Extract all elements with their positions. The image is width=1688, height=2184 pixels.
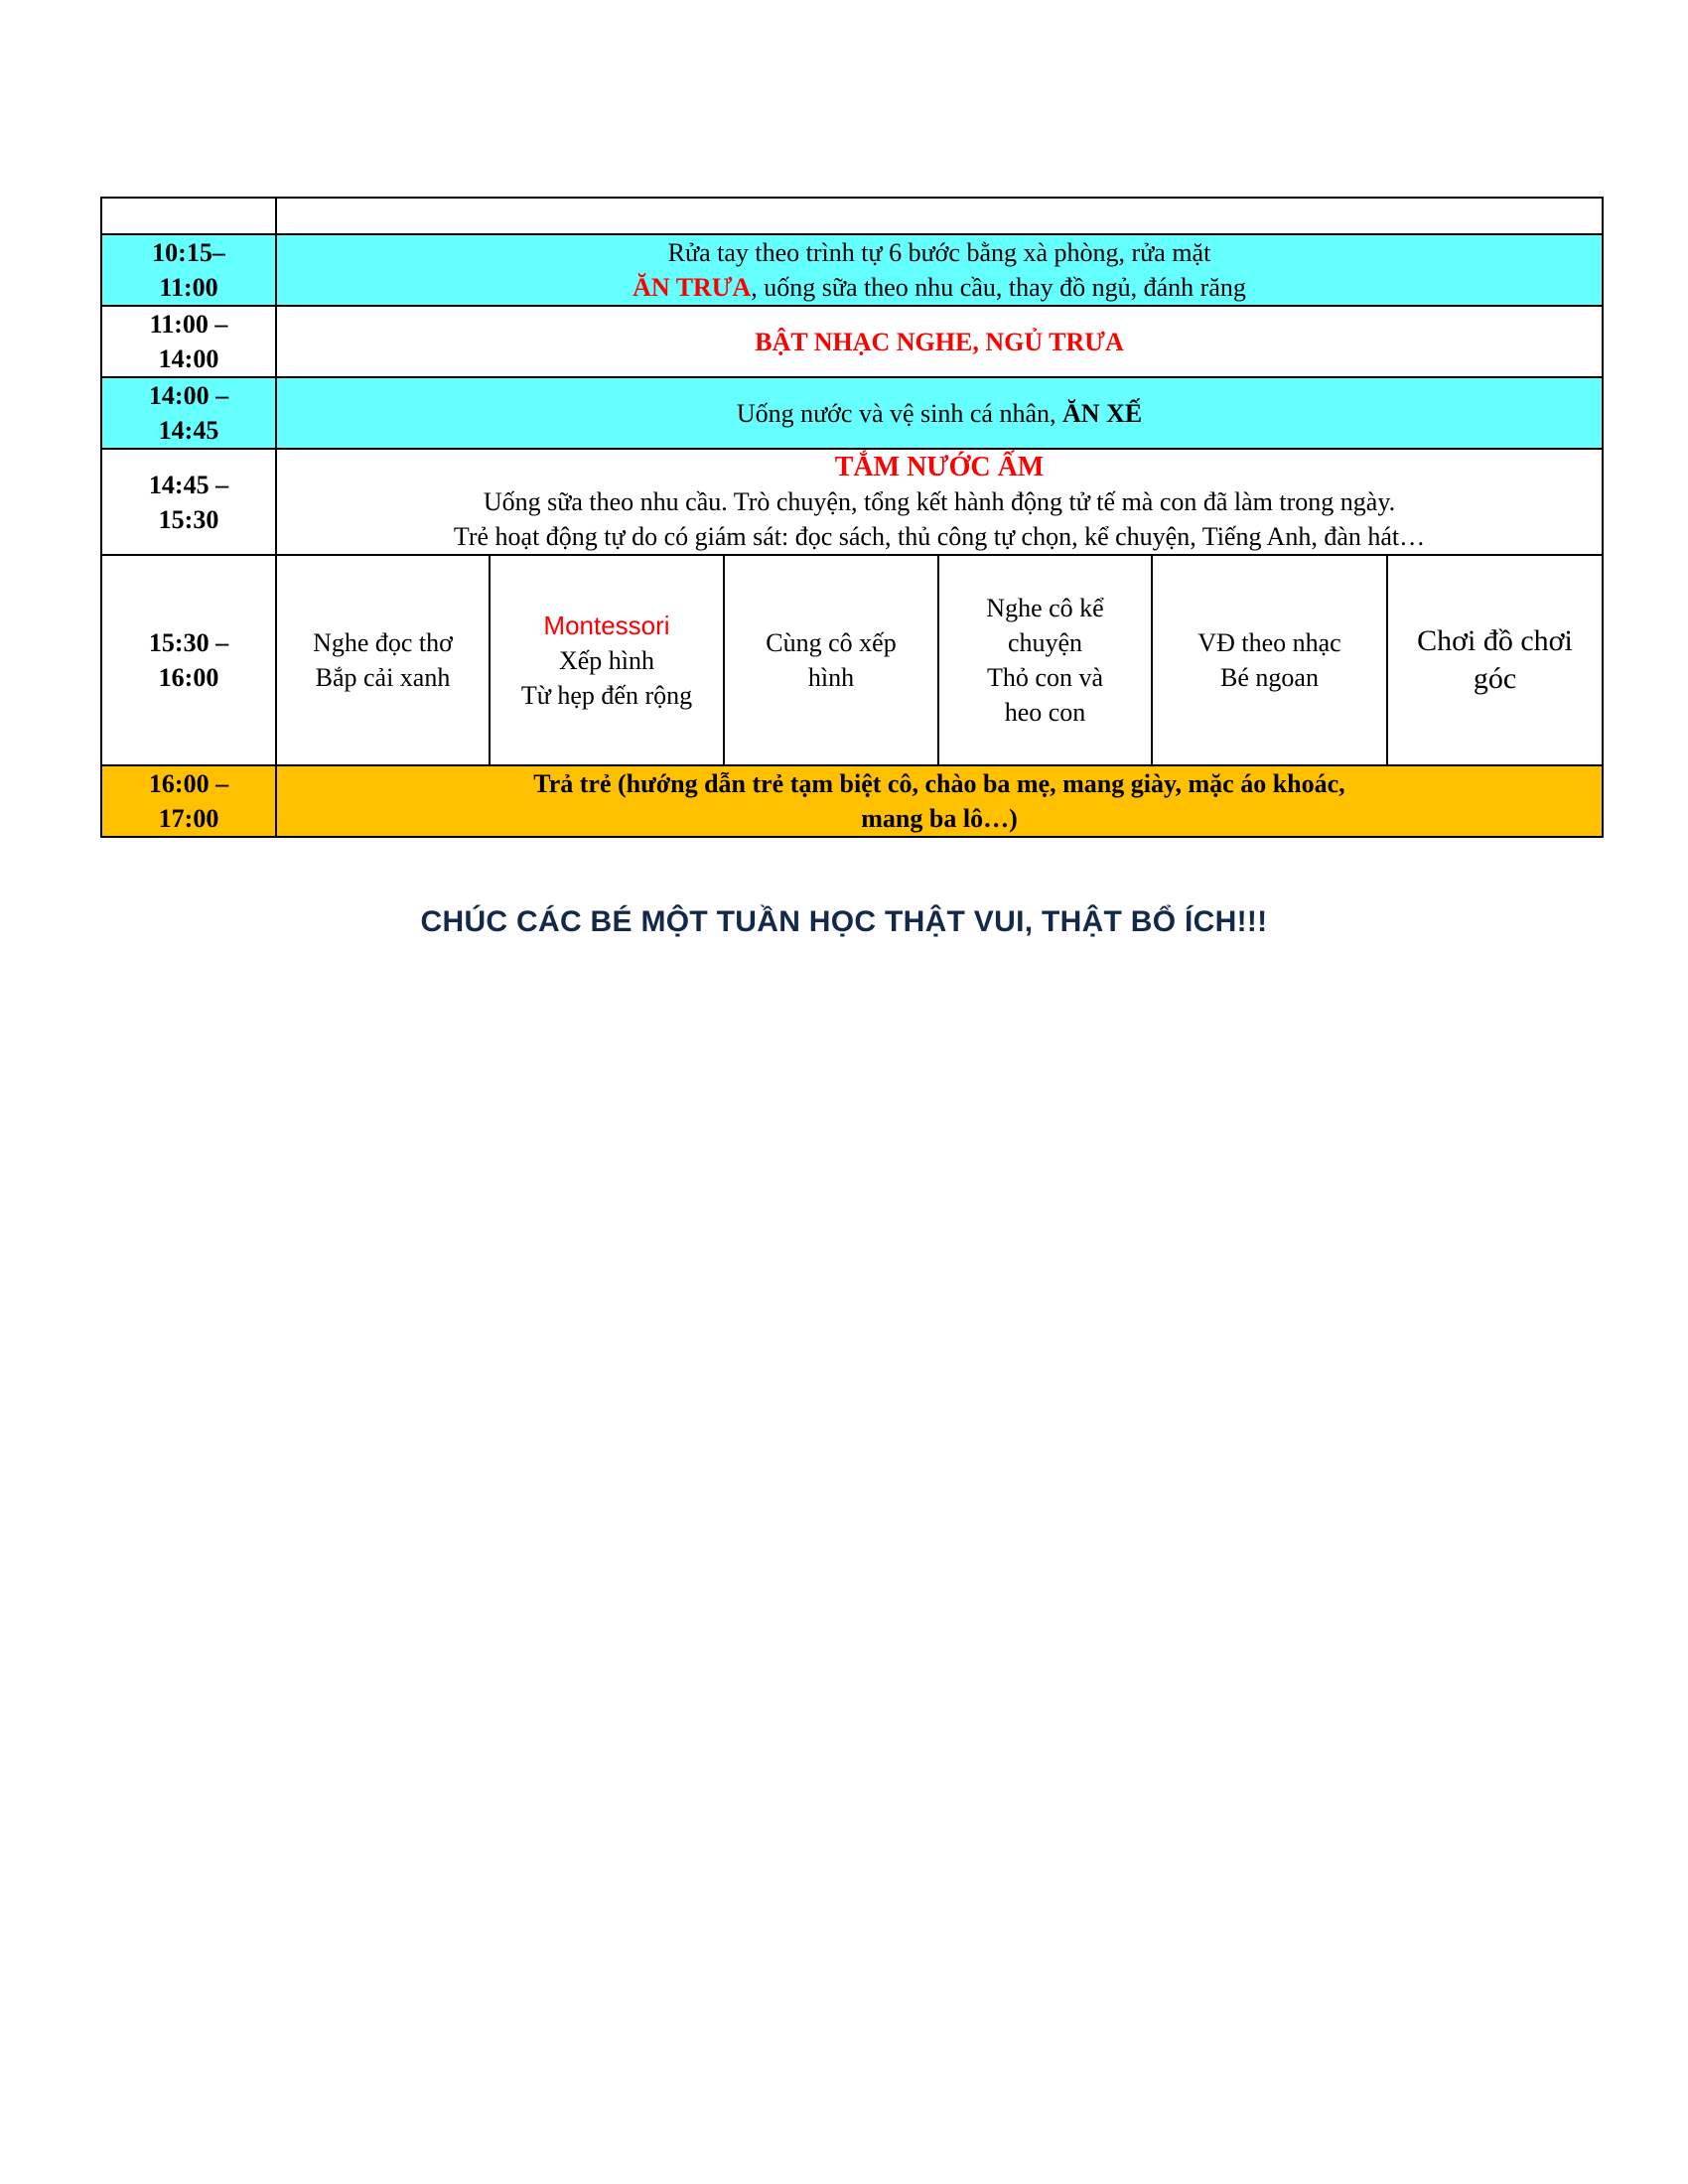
schedule-row-1530 xyxy=(101,555,1603,765)
activity-line: Uống nước và vệ sinh cá nhân, xyxy=(736,398,1063,428)
activity-line: VĐ theo nhạc xyxy=(1197,628,1341,657)
time-end: 15:30 xyxy=(158,504,219,534)
time-cell xyxy=(101,765,276,837)
activity-line: , uống sữa theo nhu cầu, thay đồ ngủ, đánh răng xyxy=(751,273,1246,302)
time-cell xyxy=(101,449,276,555)
time-start: 15:30 – xyxy=(148,628,229,657)
time-end: 17:00 xyxy=(158,804,219,833)
activity-line: Xếp hình xyxy=(558,645,655,675)
nap-time-cell: BẬT NHẠC NGHE, NGỦ TRƯA xyxy=(276,306,1603,377)
activity-line: Nghe cô kể xyxy=(986,594,1104,622)
lunch-highlight: ĂN TRƯA xyxy=(633,273,752,302)
time-start: 10:15– xyxy=(152,238,225,267)
schedule-row-1400 xyxy=(101,377,1603,449)
daily-schedule-table xyxy=(100,197,1604,838)
time-start: 16:00 – xyxy=(148,769,229,798)
activity-line: góc xyxy=(1473,662,1517,695)
activity-cell xyxy=(276,377,1603,449)
activity-music xyxy=(1152,555,1387,765)
montessori-label: Montessori xyxy=(543,610,670,640)
table-header-row xyxy=(101,198,1603,234)
time-start: 11:00 – xyxy=(149,310,228,339)
activity-line: Bé ngoan xyxy=(1220,663,1319,692)
activity-line: mang ba lô…) xyxy=(861,804,1018,833)
activity-play-corner xyxy=(1387,555,1603,765)
activity-line: Trả trẻ (hướng dẫn trẻ tạm biệt cô, chào ba mẹ, mang giày, mặc áo khoác, xyxy=(533,769,1345,798)
activity-line: heo con xyxy=(1004,698,1086,727)
activity-story xyxy=(938,555,1152,765)
bath-title: TẮM NƯỚC ẤM xyxy=(834,452,1045,482)
schedule-row-1600 xyxy=(101,765,1603,837)
activity-line: chuyện xyxy=(1007,628,1083,657)
schedule-row-1445 xyxy=(101,449,1603,555)
activity-line: Nghe đọc thơ xyxy=(313,628,453,657)
time-end: 14:45 xyxy=(158,416,219,445)
activity-line: Trẻ hoạt động tự do có giám sát: đọc sách, thủ công tự chọn, kể chuyện, Tiếng Anh, đàn hát… xyxy=(453,522,1426,551)
activity-montessori xyxy=(490,555,724,765)
activity-line: Uống sữa theo nhu cầu. Trò chuyện, tổng kết hành động tử tế mà con đã làm trong ngày. xyxy=(483,487,1396,516)
time-end: 16:00 xyxy=(158,663,219,692)
time-cell xyxy=(101,555,276,765)
time-cell xyxy=(101,306,276,377)
activity-line: hình xyxy=(807,663,855,692)
activity-line: Bắp cải xanh xyxy=(315,663,451,692)
time-start: 14:45 – xyxy=(148,470,229,499)
time-cell xyxy=(101,377,276,449)
activity-line: Từ hẹp đến rộng xyxy=(520,680,693,710)
time-end: 14:00 xyxy=(158,344,219,373)
snack-highlight: ĂN XẾ xyxy=(1062,398,1143,428)
pickup-cell xyxy=(276,765,1603,837)
header-cell-activity xyxy=(276,198,1603,234)
activity-line: Rửa tay theo trình tự 6 bước bằng xà phòng, rửa mặt xyxy=(667,238,1211,267)
schedule-row-1100 xyxy=(101,306,1603,377)
activity-line: Chơi đồ chơi xyxy=(1417,624,1573,657)
closing-message: CHÚC CÁC BÉ MỘT TUẦN HỌC THẬT VUI, THẬT BỔ ÍCH!!! xyxy=(420,905,1268,938)
header-cell-time xyxy=(101,198,276,234)
activity-cell xyxy=(276,234,1603,306)
time-cell xyxy=(101,234,276,306)
activity-line: Cùng cô xếp xyxy=(766,628,897,657)
activity-cell xyxy=(276,449,1603,555)
time-end: 11:00 xyxy=(159,273,218,302)
schedule-row-1015 xyxy=(101,234,1603,306)
activity-poem xyxy=(276,555,490,765)
activity-puzzle xyxy=(724,555,938,765)
activity-line: Thỏ con và xyxy=(987,663,1103,692)
time-start: 14:00 – xyxy=(148,381,229,410)
